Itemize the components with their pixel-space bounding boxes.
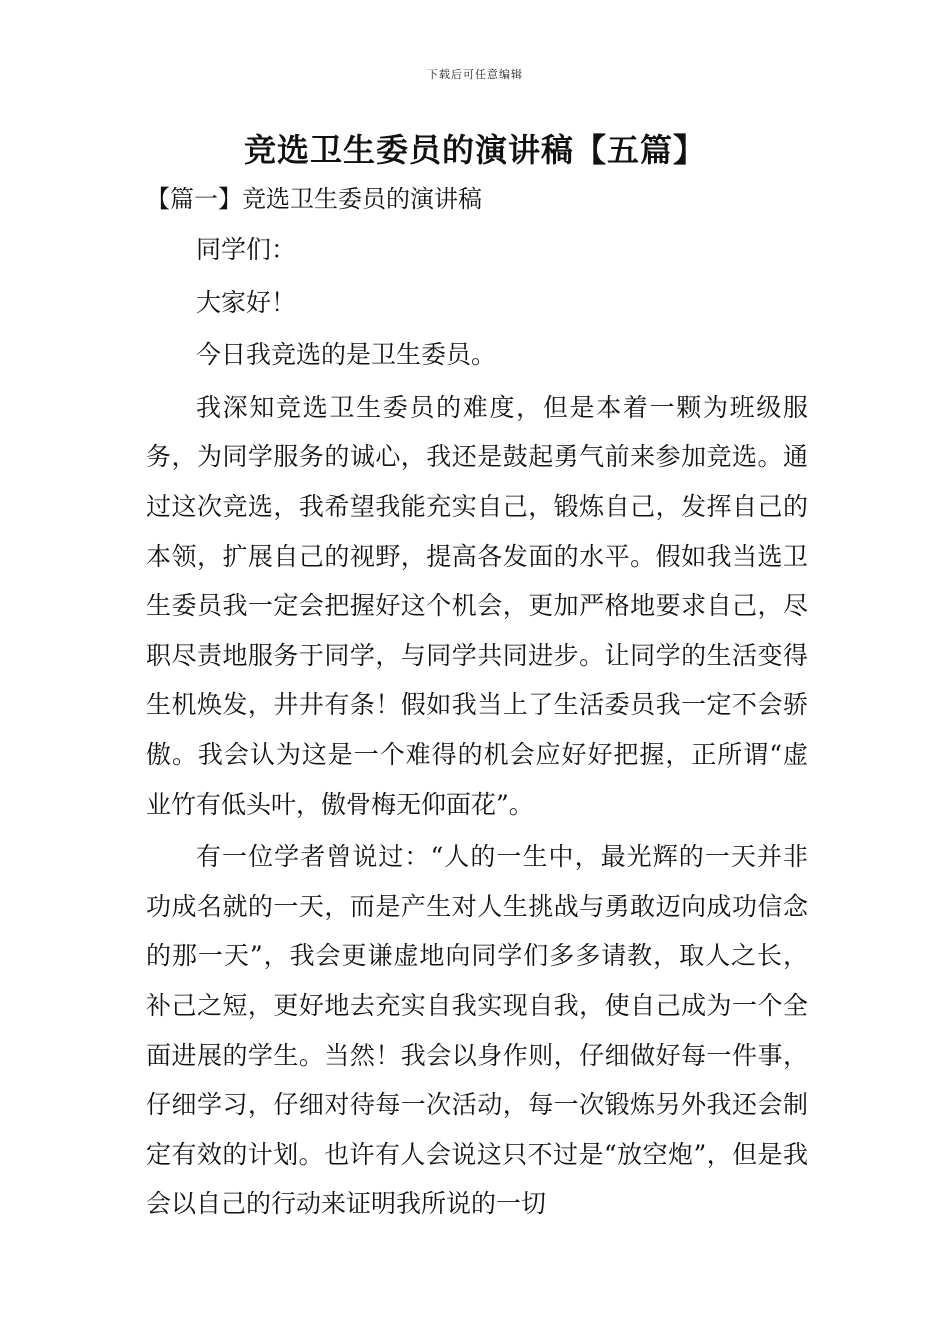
salutation-paragraph: 大家好！ — [196, 287, 297, 317]
greeting-paragraph: 同学们： — [196, 235, 297, 264]
section-heading: 【篇一】竞选卫生委员的演讲稿 — [146, 185, 482, 213]
body-paragraph: 我深知竞选卫生委员的难度，但是本着一颗为班级服务，为同学服务的诚心，我还是鼓起勇气前来参加竞选。通过这次竞选，我希望我能充实自己，锻炼自己，发挥自己的本领，扩展自己的视野，提高各发面的水平。假如我当选卫生委员我一定会把握好这个机会，更加严格地要求自己，尽职尽责地服务于同学，与同学共同进步。让同学的生活变得生机焕发，井井有条！假如我当上了生活委员我一定不会骄傲。我会认为这是一个难得的机会应好好把握，正所谓“虚业竹有低头叶，傲骨梅无仰面花”。 — [146, 392, 808, 819]
intro-paragraph: 今日我竞选的是卫生委员。 — [196, 340, 497, 370]
page-header-note: 下载后可任意编辑 — [427, 68, 523, 81]
document-title: 竞选卫生委员的演讲稿【五篇】 — [243, 131, 706, 169]
body-paragraph: 有一位学者曾说过：“人的一生中，最光辉的一天并非功成名就的一天，而是产生对人生挑战与勇敢迈向成功信念的那一天”，我会更谦虚地向同学们多多请教，取人之长，补己之短，更好地去充实自我实现自我，使自己成为一个全面进展的学生。当然！我会以身作则，仔细做好每一件事，仔细学习，仔细对待每一次活动，每一次锻炼另外我还会制定有效的计划。也许有人会说这只不过是“放空炮”，但是我会以自己的行动来证明我所说的一切 — [146, 842, 808, 1219]
document-body — [146, 225, 808, 1232]
